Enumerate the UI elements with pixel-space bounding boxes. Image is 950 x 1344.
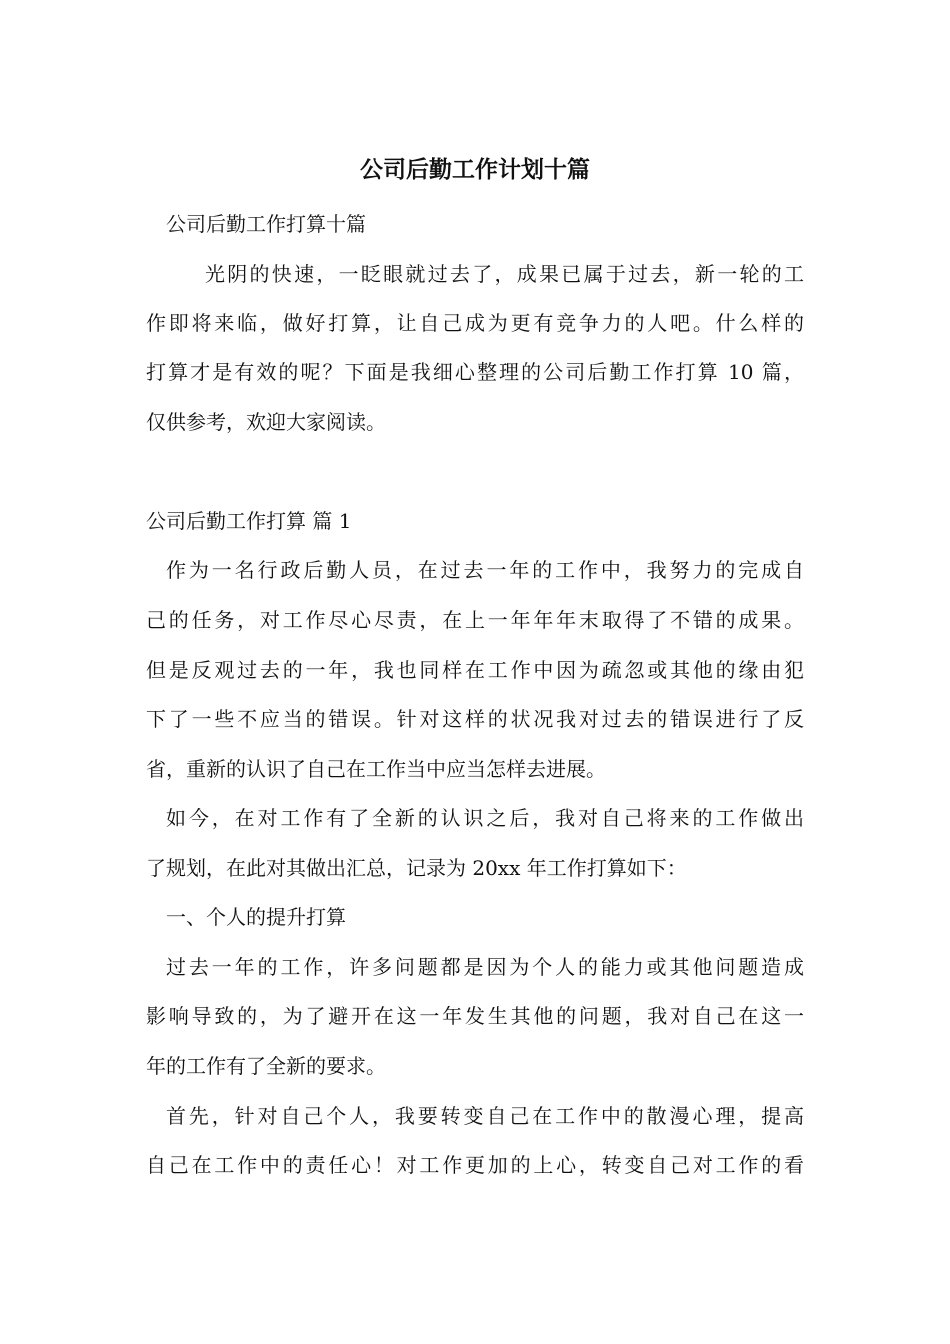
- paragraph-line: 年的工作有了全新的要求。: [146, 1054, 386, 1078]
- paragraph-line: 但是反观过去的一年，我也同样在工作中因为疏忽或其他的缘由犯: [146, 658, 804, 682]
- paragraph-line: 首先，针对自己个人，我要转变自己在工作中的散漫心理，提高: [166, 1104, 804, 1128]
- paragraph-line: 作即将来临，做好打算，让自己成为更有竞争力的人吧。什么样的: [146, 311, 804, 335]
- paragraph-line: 仅供参考，欢迎大家阅读。: [146, 410, 386, 434]
- paragraph-line: 打算才是有效的呢？下面是我细心整理的公司后勤工作打算 10 篇，: [146, 360, 804, 384]
- subsection-heading: 一、个人的提升打算: [166, 905, 346, 929]
- paragraph-line: 作为一名行政后勤人员，在过去一年的工作中，我努力的完成自: [166, 558, 804, 582]
- document-title: 公司后勤工作计划十篇: [360, 156, 590, 183]
- paragraph-line: 己的任务，对工作尽心尽责，在上一年年年末取得了不错的成果。: [146, 608, 804, 632]
- paragraph-line: 了规划，在此对其做出汇总，记录为 20xx 年工作打算如下：: [146, 856, 687, 880]
- paragraph-line: 影响导致的，为了避开在这一年发生其他的问题，我对自己在这一: [146, 1004, 804, 1028]
- paragraph-line: 省，重新的认识了自己在工作当中应当怎样去进展。: [146, 757, 606, 781]
- subtitle-line: 公司后勤工作打算十篇: [166, 212, 366, 236]
- paragraph-line: 下了一些不应当的错误。针对这样的状况我对过去的错误进行了反: [146, 707, 804, 731]
- paragraph-line: 光阴的快速，一眨眼就过去了，成果已属于过去，新一轮的工: [205, 262, 804, 286]
- paragraph-line: 如今，在对工作有了全新的认识之后，我对自己将来的工作做出: [166, 806, 804, 830]
- paragraph-line: 过去一年的工作，许多问题都是因为个人的能力或其他问题造成: [166, 955, 804, 979]
- paragraph-line: 自己在工作中的责任心！对工作更加的上心，转变自己对工作的看: [146, 1153, 804, 1177]
- section-heading: 公司后勤工作打算 篇 1: [146, 509, 352, 533]
